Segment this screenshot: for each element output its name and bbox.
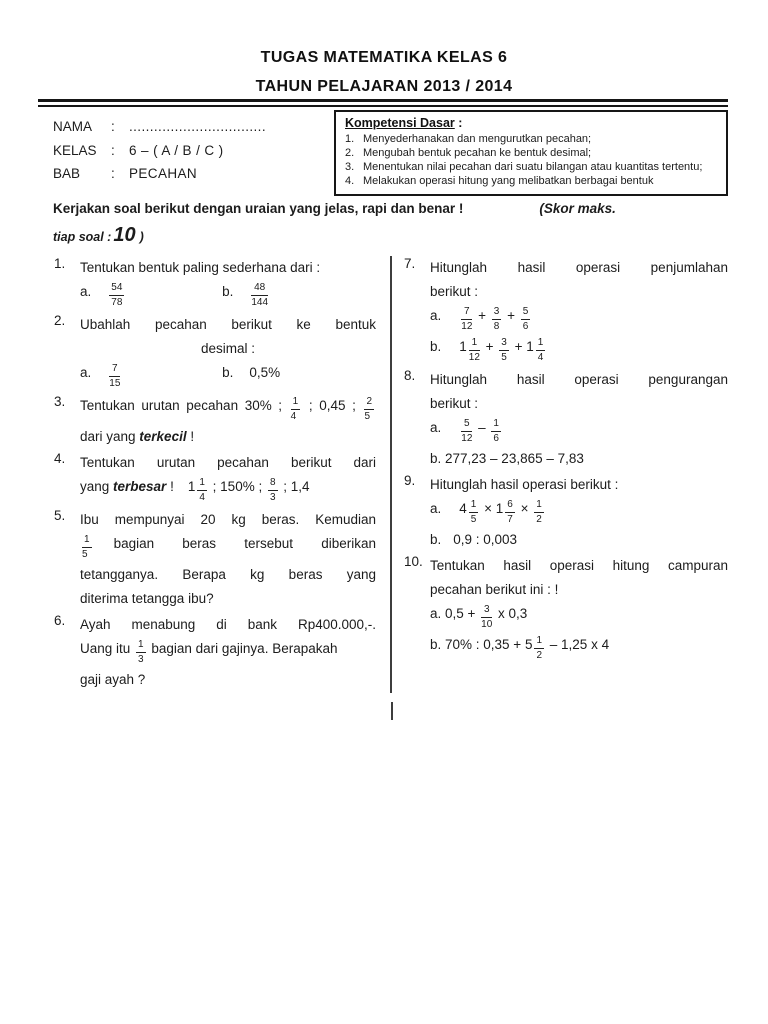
- text-run: b.: [222, 284, 234, 299]
- question-row: [430, 280, 728, 303]
- questions-left-column: [54, 256, 376, 694]
- question: [404, 473, 728, 552]
- fraction-denominator: 8: [493, 321, 500, 332]
- kompetensi-box: [334, 110, 728, 196]
- text-run: berikut :: [430, 396, 479, 411]
- fraction-denominator: 6: [522, 321, 529, 332]
- fraction: [364, 397, 374, 422]
- question-number: 6.: [54, 613, 66, 628]
- question-body: [80, 613, 376, 692]
- question-row: [80, 451, 376, 474]
- text-run: Ibu mempunyai 20 kg beras. Kemudian: [80, 512, 376, 527]
- student-info: [53, 115, 328, 186]
- question-row: [80, 668, 376, 691]
- fraction-denominator: 4: [290, 411, 297, 422]
- instruction-block: [53, 201, 729, 247]
- fraction-denominator: 2: [536, 650, 543, 661]
- fraction-numerator: 1: [534, 500, 544, 513]
- question-row: [430, 304, 728, 334]
- question: [404, 256, 728, 366]
- fraction-denominator: 5: [364, 411, 370, 422]
- text-run: +: [510, 339, 527, 354]
- whole-number: 1: [459, 339, 467, 354]
- question-row: [80, 361, 376, 391]
- info-label: NAMA: [53, 119, 93, 135]
- question-row: [430, 416, 728, 446]
- text-run: Tentukan bentuk paling sederhana dari :: [80, 260, 321, 275]
- info-colon: :: [111, 142, 115, 158]
- text-run: a.: [430, 420, 442, 435]
- fraction: [109, 283, 124, 308]
- fraction-denominator: 2: [536, 514, 542, 525]
- question-row: [80, 280, 376, 310]
- info-row: [53, 162, 328, 186]
- instruction-line-2: [53, 224, 729, 247]
- text-run: Hitunglah hasil operasi pengurangan: [430, 372, 728, 387]
- text-run: –: [474, 420, 490, 435]
- question: [54, 613, 376, 692]
- sub-item-b: [222, 280, 376, 310]
- question: [54, 508, 376, 611]
- text-run: gaji ayah ?: [80, 672, 146, 687]
- instruction-main: Kerjakan soal berikut dengan uraian yang jelas, rapi dan benar !: [53, 201, 464, 216]
- kompetensi-item-text: Mengubah bentuk pecahan ke bentuk desimal;: [363, 147, 592, 159]
- text-run: a.: [430, 501, 442, 516]
- mixed-number: [459, 499, 480, 525]
- question-body: [430, 554, 728, 664]
- kompetensi-item-text: Menyederhanakan dan mengurutkan pecahan;: [363, 133, 592, 145]
- text-run: a.: [430, 308, 442, 323]
- fraction-numerator: 54: [109, 283, 124, 296]
- text-run: a.: [80, 284, 92, 299]
- text-run: 30% ;: [244, 398, 289, 413]
- text-run: dari yang: [80, 429, 140, 444]
- question: [54, 451, 376, 506]
- text-run: pecahan berikut ini : !: [430, 582, 559, 597]
- fraction-numerator: 5: [461, 419, 472, 432]
- fraction: [534, 636, 544, 661]
- fraction: [136, 640, 146, 665]
- question-row: [80, 587, 376, 610]
- text-run: Tentukan urutan pecahan: [80, 398, 245, 413]
- instruction-line-1: [53, 201, 729, 216]
- question-row: [430, 602, 728, 632]
- info-value: 6 – ( A / B / C ): [129, 142, 224, 158]
- fraction-numerator: 1: [291, 397, 301, 410]
- emphasis-word: terkecil: [139, 429, 187, 444]
- fraction: [491, 419, 501, 444]
- fraction-denominator: 5: [470, 514, 477, 525]
- question-body: [80, 313, 376, 392]
- question-number: 3.: [54, 394, 66, 409]
- fraction-numerator: 1: [534, 636, 544, 649]
- text-run: bagian beras tersebut diberikan: [113, 536, 376, 551]
- mixed-number: [459, 337, 482, 363]
- kompetensi-item-text: Melakukan operasi hitung yang melibatkan berbagai bentuk: [363, 175, 654, 187]
- question-row: [430, 473, 728, 496]
- fraction-denominator: 5: [82, 549, 88, 560]
- fraction: [461, 307, 472, 332]
- fraction: [499, 338, 509, 363]
- score-line-prefix: tiap soal :: [53, 230, 112, 244]
- fraction-numerator: 5: [521, 307, 531, 320]
- fraction: [251, 283, 268, 308]
- text-run: bagian dari gajinya. Berapakah: [147, 641, 338, 656]
- fraction: [481, 605, 492, 630]
- question-row: [430, 368, 728, 391]
- text-run: !: [186, 429, 195, 444]
- fraction-numerator: 7: [109, 364, 120, 377]
- sub-item-a: [80, 361, 222, 391]
- question-number: 1.: [54, 256, 66, 271]
- fraction-numerator: 1: [82, 535, 92, 548]
- whole-number: 1: [526, 339, 534, 354]
- page-title: TUGAS MATEMATIKA KELAS 6: [260, 49, 508, 66]
- kompetensi-item: [345, 160, 717, 174]
- text-run: +: [481, 339, 498, 354]
- text-run: !: [166, 479, 174, 494]
- question-body: [80, 508, 376, 611]
- fraction: [461, 419, 472, 444]
- question-row: [430, 554, 728, 577]
- question-body: [430, 473, 728, 552]
- question: [54, 256, 376, 311]
- fraction: [291, 397, 301, 422]
- text-run: 0,5%: [249, 365, 281, 380]
- question-number: 4.: [54, 451, 66, 466]
- document-header: [0, 49, 768, 96]
- fraction: [197, 478, 207, 503]
- question-row: [80, 613, 376, 636]
- fraction-denominator: 6: [493, 433, 499, 444]
- question-row: [430, 528, 728, 551]
- question-row: [80, 313, 376, 336]
- question-row: [430, 335, 728, 365]
- fraction-denominator: 78: [111, 297, 123, 308]
- text-run: Tentukan hasil operasi hitung campuran: [430, 558, 728, 573]
- text-run: yang: [80, 479, 114, 494]
- text-run: a.: [80, 365, 92, 380]
- question-row: [430, 633, 728, 663]
- fraction-denominator: 12: [461, 433, 473, 444]
- score-line-suffix: ): [139, 230, 144, 244]
- question-body: [430, 256, 728, 366]
- kompetensi-item-text: Menentukan nilai pecahan dari suatu bilangan atau kuantitas tertentu;: [363, 161, 703, 173]
- fraction: [109, 364, 120, 389]
- fraction-numerator: 1: [536, 338, 546, 351]
- fraction-denominator: 10: [481, 619, 493, 630]
- fraction-numerator: 7: [461, 307, 472, 320]
- fraction-denominator: 4: [537, 352, 544, 363]
- question-row: [80, 508, 376, 531]
- kompetensi-item-number: 1.: [345, 133, 355, 145]
- kompetensi-item: [345, 146, 717, 160]
- info-colon: :: [111, 166, 115, 182]
- text-run: – 1,25 x 4: [546, 637, 610, 652]
- whole-number: 4: [459, 501, 467, 516]
- text-run: 0,9 : 0,003: [453, 532, 518, 547]
- text-run: b.: [430, 339, 442, 354]
- fraction-denominator: 144: [251, 297, 269, 308]
- fraction-denominator: 12: [468, 352, 480, 363]
- question-row: [430, 392, 728, 415]
- kompetensi-item-number: 2.: [345, 147, 355, 159]
- question-row: [80, 475, 376, 505]
- fraction: [505, 500, 515, 525]
- info-value: .................................: [129, 119, 266, 135]
- text-run: Uang itu: [80, 641, 135, 656]
- fraction-numerator: 1: [491, 419, 501, 432]
- text-run: tetangganya. Berapa kg beras yang: [80, 567, 376, 582]
- question-row: [80, 256, 376, 279]
- text-run: b. 277,23 – 23,865 – 7,83: [430, 451, 584, 466]
- fraction-numerator: 1: [469, 338, 480, 351]
- fraction: [469, 500, 479, 525]
- question: [404, 554, 728, 664]
- info-colon: :: [111, 119, 115, 135]
- text-cursor-mark: [391, 702, 393, 720]
- question-body: [80, 256, 376, 311]
- fraction-denominator: 3: [269, 492, 276, 503]
- text-run: x 0,3: [494, 606, 528, 621]
- kompetensi-title: [345, 116, 717, 130]
- text-run: berikut :: [430, 284, 479, 299]
- question-body: [430, 368, 728, 471]
- text-run: +: [474, 308, 490, 323]
- fraction-numerator: 1: [136, 640, 146, 653]
- kompetensi-item: [345, 174, 717, 188]
- info-label: BAB: [53, 166, 81, 182]
- sub-item-a: [80, 280, 222, 310]
- fraction-numerator: 1: [197, 478, 207, 491]
- score-note: (Skor maks.: [539, 201, 616, 216]
- question-row: [80, 637, 376, 667]
- fraction-denominator: 7: [507, 514, 513, 525]
- question-body: [80, 451, 376, 506]
- question-number: 5.: [54, 508, 66, 523]
- question-number: 7.: [404, 256, 416, 271]
- question-row: [80, 425, 376, 448]
- question: [54, 394, 376, 449]
- header-double-rule: [38, 99, 728, 107]
- fraction: [469, 338, 480, 363]
- info-row: [53, 139, 328, 163]
- info-value: PECAHAN: [129, 166, 198, 182]
- score-value: 10: [113, 224, 136, 246]
- text-run: +: [503, 308, 519, 323]
- info-label: KELAS: [53, 142, 97, 158]
- question-row: [430, 256, 728, 279]
- fraction-numerator: 3: [481, 605, 492, 618]
- question-row: [80, 563, 376, 586]
- fraction-denominator: 15: [109, 378, 121, 389]
- kompetensi-title-text: Kompetensi Dasar: [345, 116, 455, 130]
- text-run: diterima tetangga ibu?: [80, 591, 214, 606]
- question-number: 2.: [54, 313, 66, 328]
- text-run: ×: [516, 501, 533, 516]
- fraction-denominator: 4: [199, 492, 205, 503]
- questions-right-column: [404, 256, 728, 666]
- text-run: ; 0,45 ;: [302, 398, 363, 413]
- question-row: [430, 447, 728, 470]
- text-run: ; 150% ;: [208, 479, 266, 494]
- text-run: b.: [430, 532, 442, 547]
- question: [404, 368, 728, 471]
- text-run: b. 70% : 0,35 +: [430, 637, 525, 652]
- question-row: [430, 497, 728, 527]
- question: [54, 313, 376, 392]
- question-row: [80, 337, 376, 360]
- kompetensi-item: [345, 132, 717, 146]
- mixed-number: [526, 337, 547, 363]
- text-run: Ubahlah pecahan berikut ke bentuk: [80, 317, 376, 332]
- text-run: a. 0,5 +: [430, 606, 480, 621]
- mixed-number: [495, 499, 517, 525]
- fraction-numerator: 3: [492, 307, 502, 320]
- fraction-numerator: 1: [469, 500, 479, 513]
- fraction-denominator: 5: [501, 352, 507, 363]
- fraction: [268, 478, 278, 503]
- fraction-denominator: 3: [138, 654, 144, 665]
- fraction-numerator: 8: [268, 478, 278, 491]
- question-row: [80, 532, 376, 562]
- question-number: 10.: [404, 554, 423, 569]
- text-run: Ayah menabung di bank Rp400.000,-.: [80, 617, 376, 632]
- question-number: 8.: [404, 368, 416, 383]
- kompetensi-list: [345, 132, 717, 188]
- text-run: ×: [480, 501, 496, 516]
- kompetensi-item-number: 3.: [345, 161, 355, 173]
- fraction-numerator: 3: [499, 338, 509, 351]
- mixed-number: [187, 477, 209, 503]
- text-run: ; 1,4: [279, 479, 310, 494]
- fraction: [82, 535, 92, 560]
- text-run: b.: [222, 365, 234, 380]
- fraction-numerator: 6: [505, 500, 515, 513]
- fraction: [534, 500, 544, 525]
- fraction: [521, 307, 531, 332]
- whole-number: 1: [187, 479, 196, 494]
- kompetensi-item-number: 4.: [345, 175, 355, 187]
- fraction: [536, 338, 546, 363]
- whole-number: 1: [495, 501, 504, 516]
- kompetensi-title-colon: :: [454, 116, 463, 130]
- question-body: [80, 394, 376, 449]
- info-row: [53, 115, 328, 139]
- question-row: [80, 394, 376, 424]
- page-subtitle: TAHUN PELAJARAN 2013 / 2014: [255, 78, 513, 95]
- question-number: 9.: [404, 473, 416, 488]
- mixed-number: [524, 635, 546, 661]
- whole-number: 5: [524, 637, 533, 652]
- question-row: [430, 578, 728, 601]
- fraction-denominator: 12: [461, 321, 473, 332]
- text-run: desimal :: [200, 341, 256, 356]
- text-run: Hitunglah hasil operasi berikut :: [430, 477, 619, 492]
- text-run: Hitunglah hasil operasi penjumlahan: [430, 260, 728, 275]
- fraction-numerator: 2: [364, 397, 374, 410]
- fraction: [492, 307, 502, 332]
- sub-item-b: [222, 361, 376, 391]
- text-run: Tentukan urutan pecahan berikut dari: [80, 455, 376, 470]
- column-divider-line: [390, 256, 392, 693]
- emphasis-word: terbesar: [113, 479, 167, 494]
- fraction-numerator: 48: [251, 283, 268, 296]
